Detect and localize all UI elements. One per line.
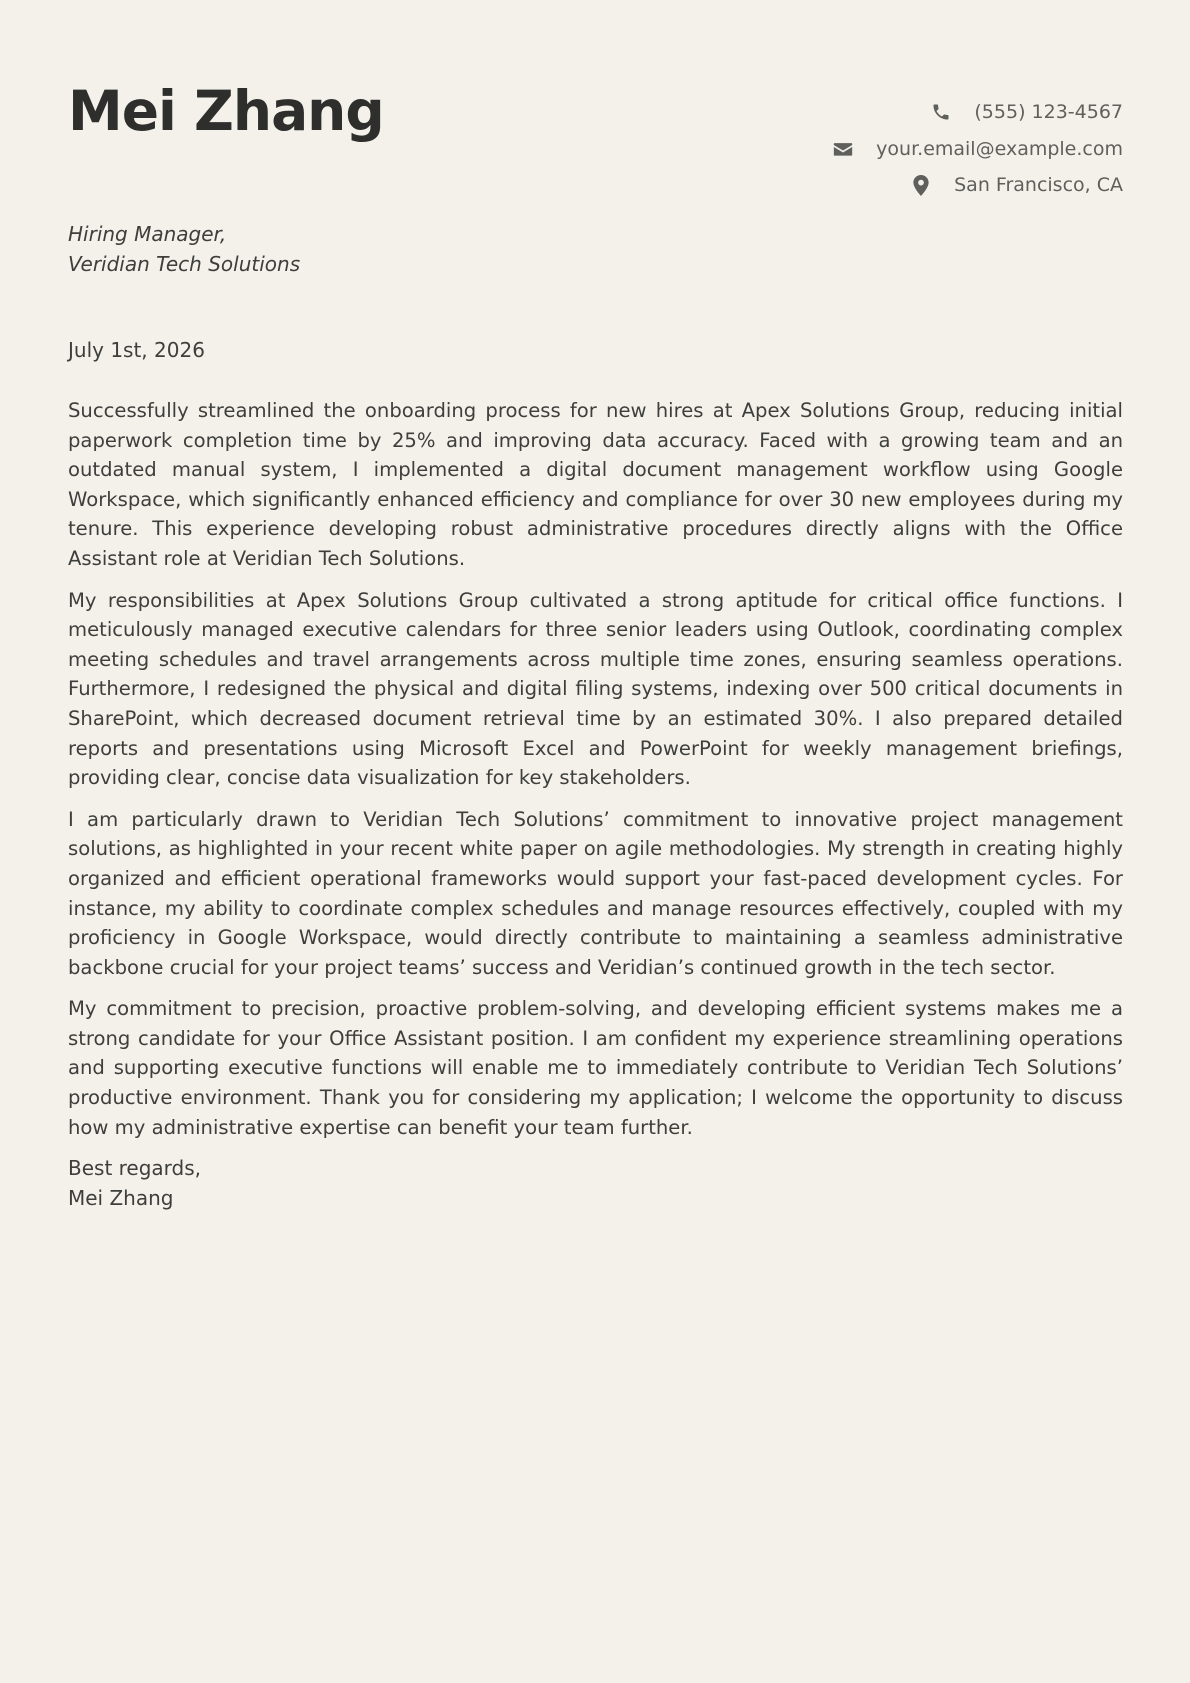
recipient-company: Veridian Tech Solutions [68,252,301,276]
applicant-name: Mei Zhang [68,79,384,143]
letter-closing [68,1154,1123,1213]
contact-location [832,167,1123,204]
contact-email-text: your.email@example.com [876,137,1123,160]
phone-icon [930,101,952,123]
body-paragraph: My commitment to precision, proactive problem-solving, and developing efficient systems makes me a strong candidate for your Office Assistant position. I am confident my experience streamlining operations and supporting executive functions will enable me to immediately contribute to Veridian Tech Solutions’ productive environment. Thank you for considering my application; I welcome the opportunity to discuss how my administrative expertise can benefit your team further. [68,997,1123,1139]
recipient-title: Hiring Manager, [68,222,227,246]
contact-email [832,131,1123,168]
map-marker-icon [910,174,932,196]
recipient-block [68,219,300,279]
closing-salutation: Best regards, [68,1156,202,1181]
contact-phone-text: (555) 123-4567 [974,101,1123,124]
body-paragraph: My responsibilities at Apex Solutions Group cultivated a strong aptitude for critical office functions. I meticulously managed executive calendars for three senior leaders using Outlook, coordinating complex meeting schedules and travel arrangements across multiple time zones, ensuring seamless operations. Furthermore, I redesigned the physical and digital filing systems, indexing over 500 critical documents in SharePoint, which decreased document retrieval time by an estimated 30%. I also prepared detailed reports and presentations using Microsoft Excel and PowerPoint for weekly management briefings, providing clear, concise data visualization for key stakeholders. [68,588,1123,790]
contact-phone [832,94,1123,131]
body-paragraph: I am particularly drawn to Veridian Tech Solutions’ commitment to innovative project management solutions, as highlighted in your recent white paper on agile methodologies. My strength in creating highly organized and efficient operational frameworks would support your fast-paced development cycles. For instance, my ability to coordinate complex schedules and manage resources effectively, coupled with my proficiency in Google Workspace, would directly contribute to maintaining a seamless administrative backbone crucial for your project teams’ success and Veridian’s continued growth in the tech sector. [68,807,1123,979]
letter-body [68,396,1123,1213]
contact-location-text: San Francisco, CA [954,174,1123,197]
letter-date: July 1st, 2026 [68,338,205,362]
letter-header [68,0,1123,210]
closing-signature: Mei Zhang [68,1185,174,1210]
envelope-icon [832,138,854,160]
body-paragraph: Successfully streamlined the onboarding process for new hires at Apex Solutions Group, reducing initial paperwork completion time by 25% and improving data accuracy. Faced with a growing team and an outdated manual system, I implemented a digital document management workflow using Google Workspace, which significantly enhanced efficiency and compliance for over 30 new employees during my tenure. This experience developing robust administrative procedures directly aligns with the Office Assistant role at Veridian Tech Solutions. [68,399,1123,570]
contact-list [832,94,1123,204]
cover-letter-page [68,0,1123,1683]
